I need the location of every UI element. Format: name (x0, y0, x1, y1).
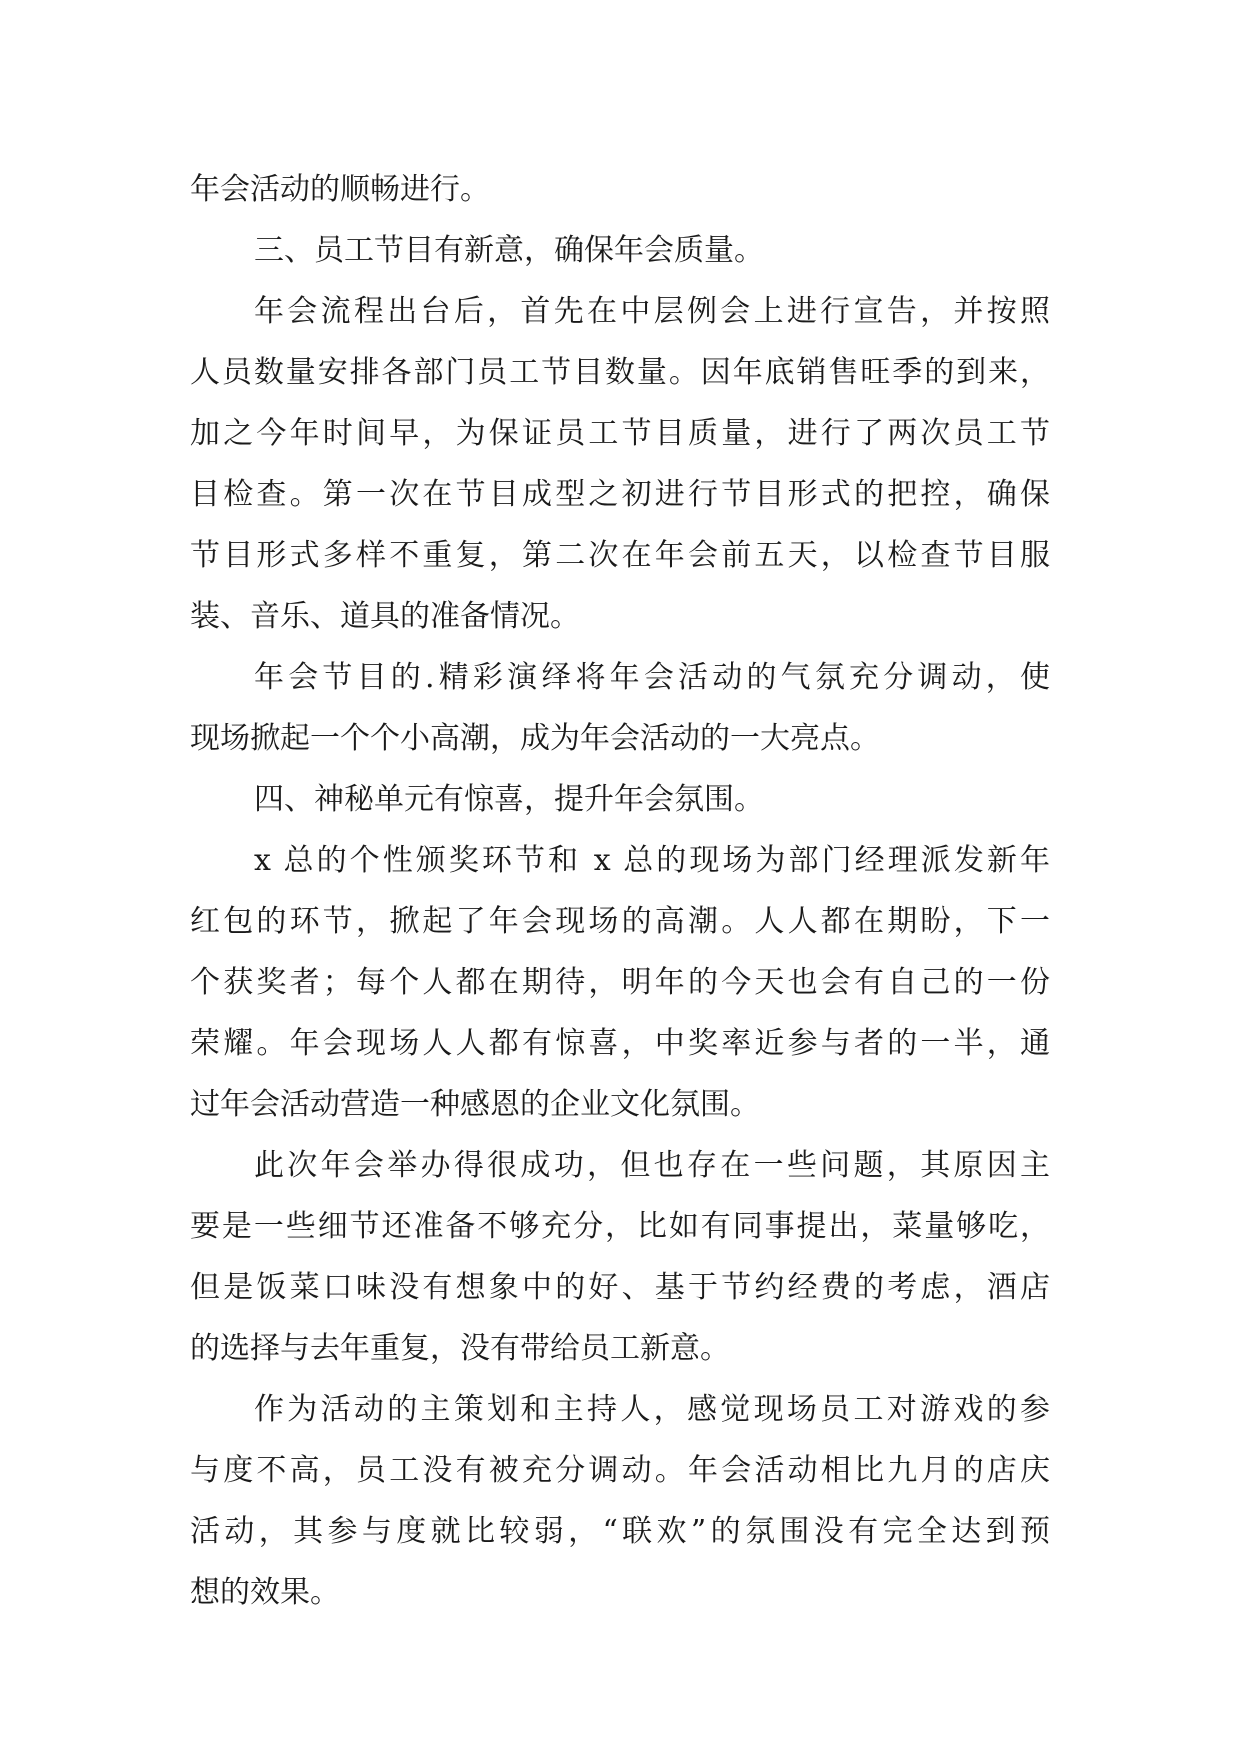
text-line-1: 年会活动的顺畅进行。 (190, 172, 490, 207)
text-line-10: 现场掀起一个个小高潮，成为年会活动的一大亮点。 (190, 721, 880, 756)
text-line-13: 红包的环节，掀起了年会现场的高潮。人人都在期盼，下一 (190, 904, 1050, 939)
text-line-5: 加之今年时间早，为保证员工节目质量，进行了两次员工节 (190, 416, 1050, 451)
text-line-22: 与度不高，员工没有被充分调动。年会活动相比九月的店庆 (190, 1453, 1050, 1488)
text-line-12: x 总的个性颁奖环节和 x 总的现场为部门经理派发新年 (254, 843, 1050, 878)
text-line-9: 年会节目的.精彩演绎将年会活动的气氛充分调动，使 (254, 660, 1050, 695)
text-line-18: 要是一些细节还准备不够充分，比如有同事提出，菜量够吃， (190, 1209, 1050, 1244)
text-line-20: 的选择与去年重复，没有带给员工新意。 (190, 1331, 730, 1366)
section-heading-4: 四、神秘单元有惊喜，提升年会氛围。 (254, 782, 764, 817)
text-line-17: 此次年会举办得很成功，但也存在一些问题，其原因主 (254, 1148, 1050, 1183)
text-line-8: 装、音乐、道具的准备情况。 (190, 599, 580, 634)
text-line-6: 目检查。第一次在节目成型之初进行节目形式的把控，确保 (190, 477, 1050, 512)
text-line-24: 想的效果。 (190, 1575, 340, 1610)
text-line-4: 人员数量安排各部门员工节目数量。因年底销售旺季的到来， (190, 355, 1050, 390)
document-body (190, 159, 1050, 1623)
text-line-21: 作为活动的主策划和主持人，感觉现场员工对游戏的参 (254, 1392, 1050, 1427)
text-line-19: 但是饭菜口味没有想象中的好、基于节约经费的考虑，酒店 (190, 1270, 1050, 1305)
text-line-14: 个获奖者；每个人都在期待，明年的今天也会有自己的一份 (190, 965, 1050, 1000)
text-line-7: 节目形式多样不重复，第二次在年会前五天，以检查节目服 (190, 538, 1050, 573)
text-line-23: 活动，其参与度就比较弱，“联欢”的氛围没有完全达到预 (190, 1514, 1050, 1549)
section-heading-3: 三、员工节目有新意，确保年会质量。 (254, 233, 764, 268)
text-line-16: 过年会活动营造一种感恩的企业文化氛围。 (190, 1087, 760, 1122)
text-line-15: 荣耀。年会现场人人都有惊喜，中奖率近参与者的一半，通 (190, 1026, 1050, 1061)
text-line-3: 年会流程出台后，首先在中层例会上进行宣告，并按照 (254, 294, 1050, 329)
